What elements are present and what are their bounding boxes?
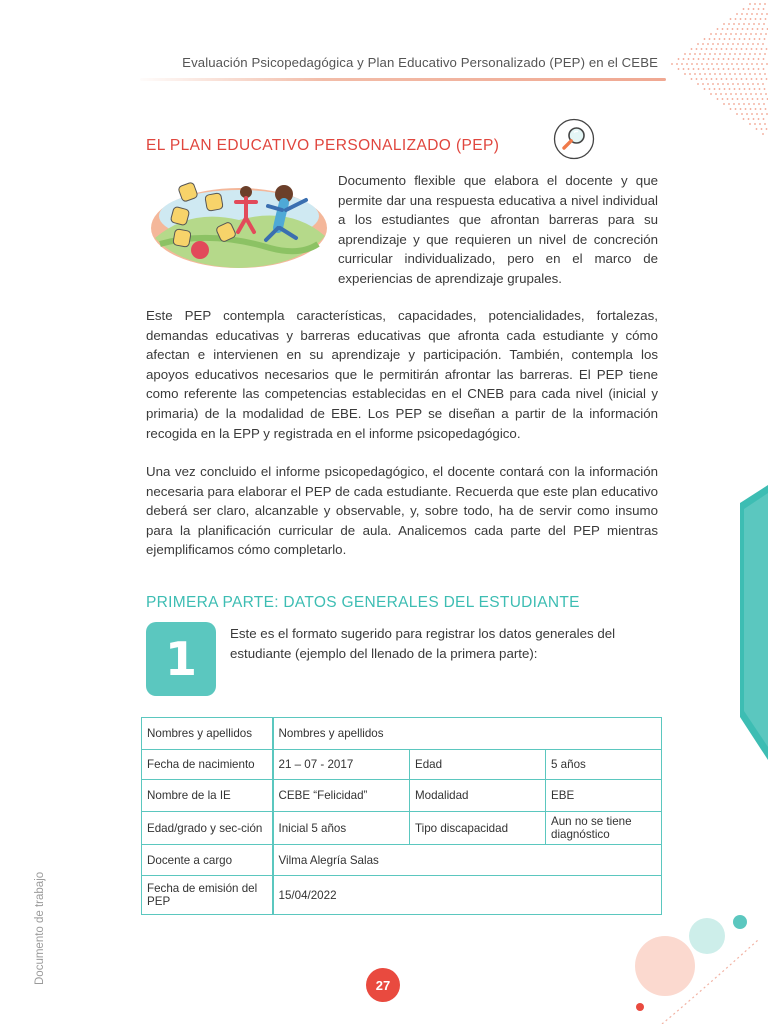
student-data-table [141, 717, 662, 915]
row-label: Nombres y apellidos [142, 718, 273, 750]
row-label: Edad/grado y sec-ción [142, 812, 273, 845]
step-number-badge [146, 622, 216, 696]
row-value-secondary: 5 años [546, 750, 662, 780]
row-label-secondary: Edad [410, 750, 546, 780]
step-description: Este es el formato sugerido para registrar los datos generales del estudiante (ejemplo del llenado de la primera parte): [230, 626, 616, 661]
table-row [142, 812, 662, 845]
table-row [142, 750, 662, 780]
circles-decoration [628, 904, 768, 1024]
step-number: 1 [164, 632, 197, 686]
row-label: Fecha de nacimiento [142, 750, 273, 780]
children-playing-illustration [150, 178, 328, 270]
row-value: Inicial 5 años [273, 812, 410, 845]
row-value: 21 – 07 - 2017 [273, 750, 410, 780]
row-label: Fecha de emisión del PEP [142, 876, 273, 915]
page-number: 27 [366, 968, 400, 1002]
teal-side-band-decoration [740, 485, 768, 760]
row-value: Nombres y apellidos [273, 718, 662, 750]
header-rule [140, 78, 666, 81]
subsection-title: PRIMERA PARTE: DATOS GENERALES DEL ESTUDIANTE [146, 594, 580, 611]
row-value: Vilma Alegría Salas [273, 845, 662, 876]
magnifier-icon [553, 118, 595, 160]
table-row [142, 718, 662, 750]
running-header: Evaluación Psicopedagógica y Plan Educativo Personalizado (PEP) en el CEBE [182, 55, 658, 70]
paragraph-pep-usage: Una vez concluido el informe psicopedagógico, el docente contará con la información necesaria para elaborar el PEP de cada estudiante. Recuerda que este plan educativo deberá ser claro, alcanzable y observable, y, sobre todo, ha de servir como insumo para la planificación curricular de aula. Analicemos cada parte del PEP mientras ejemplificamos cómo completarlo. [146, 464, 658, 558]
side-label: Documento de trabajo [34, 871, 46, 985]
row-value: 15/04/2022 [273, 876, 662, 915]
pep-definition-text: Documento flexible que elabora el docente y que permite dar una respuesta educativa a nivel individual a los estudiantes que afrontan barreras para su aprendizaje y que requieren un nivel de concreción curricular individualizado, pero en el marco de experiencias de aprendizaje grupales. [338, 173, 658, 286]
row-label-secondary: Tipo discapacidad [410, 812, 546, 845]
row-value-secondary: Aun no se tiene diagnóstico [546, 812, 662, 845]
section-title: EL PLAN EDUCATIVO PERSONALIZADO (PEP) [146, 137, 500, 154]
table-row [142, 876, 662, 915]
table-row [142, 780, 662, 812]
table-row [142, 845, 662, 876]
row-label-secondary: Modalidad [410, 780, 546, 812]
row-value: CEBE “Felicidad” [273, 780, 410, 812]
dotted-pattern-decoration [668, 0, 768, 140]
row-value-secondary: EBE [546, 780, 662, 812]
paragraph-pep-content: Este PEP contempla características, capacidades, potencialidades, fortalezas, demandas educativas y barreras educativas que afronta cada estudiante y cómo afectan e intervienen en su aprendizaje y participación. También, contempla los apoyos educativos necesarios que le permitirán afrontar las barreras. El PEP tiene como referente las competencias establecidas en el CNEB para cada nivel (inicial y primaria) de la modalidad de EBE. Los PEP se diseñan a partir de la información recogida en la EPP y registrada en el informe psicopedagógico. [146, 308, 658, 441]
row-label: Nombre de la IE [142, 780, 273, 812]
row-label: Docente a cargo [142, 845, 273, 876]
